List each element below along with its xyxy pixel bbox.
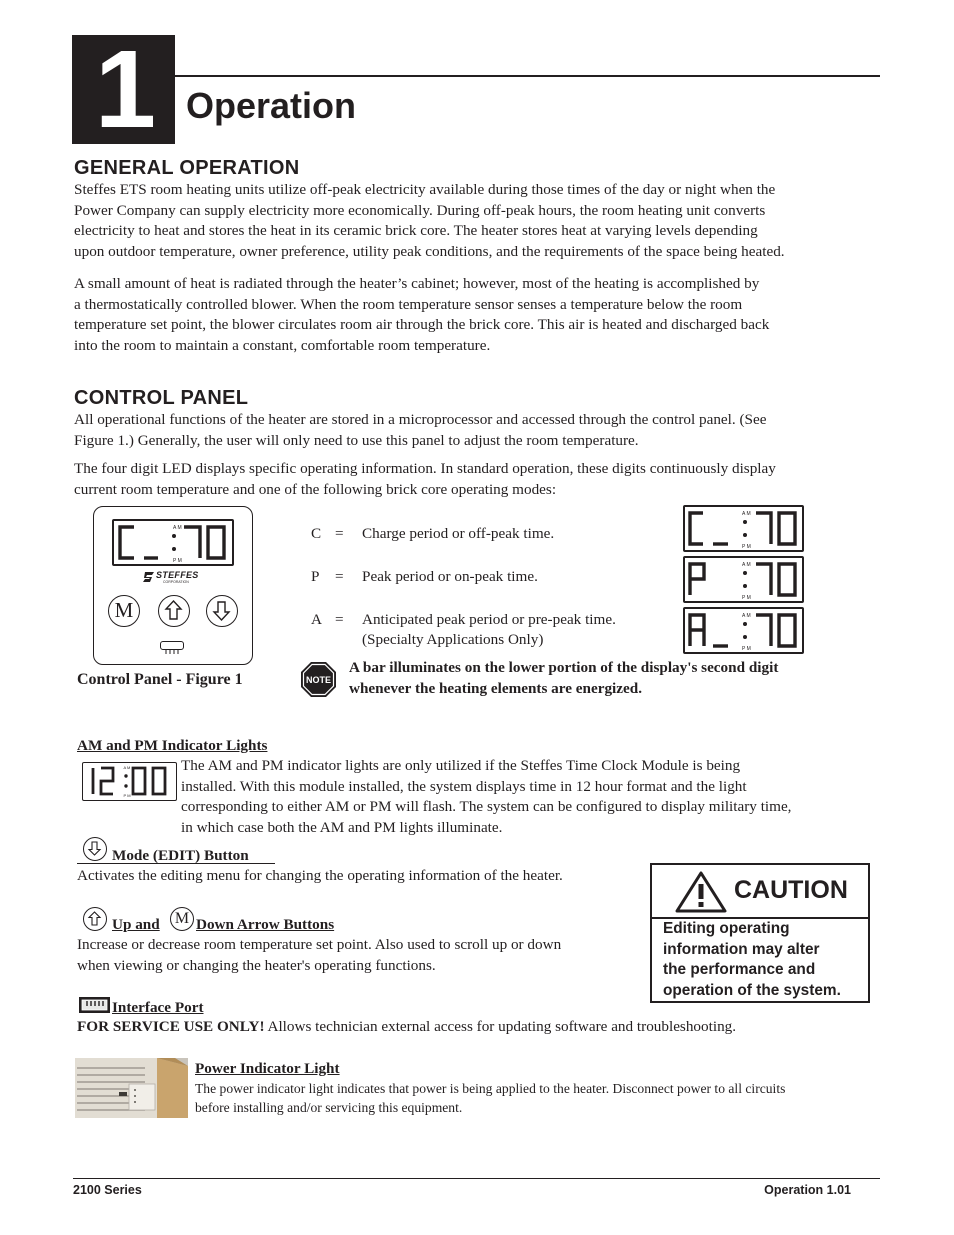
control-panel-figure <box>93 506 253 665</box>
mode-code: A <box>311 611 322 628</box>
footer-rule <box>73 1178 880 1179</box>
mode-eq: = <box>335 611 344 628</box>
text-line: Editing operating <box>663 920 790 937</box>
am-pm-heading: AM and PM Indicator Lights <box>77 737 268 754</box>
text-line: All operational functions of the heater are stored in a microprocessor and accessed through the control panel. (See <box>74 411 767 428</box>
am-label: A M <box>742 613 751 619</box>
text-line: The four digit LED displays specific operating information. In standard operation, these digits continuously display <box>74 460 776 477</box>
steffes-logo-mark-icon <box>143 571 155 583</box>
led-digits-peak <box>685 558 802 601</box>
m-icon-label: M <box>174 910 190 927</box>
mode-desc-2: (Specialty Applications Only) <box>362 631 544 648</box>
down-arrow-icon <box>84 838 105 859</box>
clock-led-display <box>82 762 177 801</box>
text-line: Figure 1.) Generally, the user will only need to use this panel to adjust the room temperature. <box>74 431 639 449</box>
text-line: Steffes ETS room heating units utilize off-peak electricity available during those times of the day or night when the <box>74 181 776 198</box>
footer-page: Operation 1.01 <box>764 1183 851 1197</box>
am-label: A M <box>742 511 751 517</box>
up-arrow-icon <box>84 908 105 929</box>
steffes-logo <box>143 570 213 584</box>
down-arrow-heading: Down Arrow Buttons <box>196 916 335 933</box>
panel-led-display <box>112 519 234 566</box>
text-line: a thermostatically controlled blower. When the room temperature sensor senses a temperature below the room <box>74 295 743 313</box>
text-line: electricity to heat and stores the heat in its ceramic brick core. The heater stores heat at varying levels depending <box>74 222 758 240</box>
text-line: before installing and/or servicing this equipment. <box>195 1100 463 1115</box>
text-line: upon outdoor temperature, owner preference, utility peak conditions, and the requirements of the space being heated. <box>74 242 785 260</box>
panel-up-button[interactable] <box>158 595 190 627</box>
mode-desc: Peak period or on-peak time. <box>362 568 538 585</box>
text-line: A bar illuminates on the lower portion of the display's second digit <box>349 659 779 676</box>
text-line: Power Company can supply electricity more economically. During off-peak hours, the room heating unit converts <box>74 201 766 219</box>
general-operation-heading: GENERAL OPERATION <box>74 157 300 179</box>
panel-led-digits <box>114 521 232 564</box>
led-display-charge <box>683 505 804 552</box>
clock-led-digits <box>83 763 175 799</box>
text-line: information may alter <box>663 940 820 958</box>
text-line: Increase or decrease room temperature set point. Also used to scroll up or down <box>77 936 562 953</box>
mode-button-heading: Mode (EDIT) Button <box>112 847 249 864</box>
am-pm-text <box>181 756 891 838</box>
mode-eq: = <box>335 568 344 585</box>
caution-header <box>652 865 868 919</box>
control-panel-paragraph-1 <box>74 410 894 451</box>
text-line: operation of the system. <box>663 981 841 999</box>
text-line: A small amount of heat is radiated through the heater’s cabinet; however, most of the heating is accomplished by <box>74 275 760 292</box>
panel-pm-label: P M <box>173 558 182 564</box>
text-line: current room temperature and one of the following brick core operating modes: <box>74 480 557 498</box>
interface-port-description: Allows technician external access for updating software and troubleshooting. <box>264 1018 737 1035</box>
text-line: installed. With this module installed, the system displays time in 12 hour format and the light <box>181 777 747 795</box>
caution-text <box>663 919 863 1001</box>
title-rule <box>175 75 880 77</box>
text-line: the performance and <box>663 961 816 978</box>
power-light-text <box>195 1079 895 1117</box>
note-text <box>349 658 889 699</box>
m-button-icon <box>170 907 194 931</box>
text-line: The power indicator light indicates that power is being applied to the heater. Disconnect power to all circuits <box>195 1081 786 1096</box>
mode-code: C <box>311 525 322 542</box>
note-badge-text: NOTE <box>305 675 332 685</box>
down-arrow-button-icon <box>83 837 107 861</box>
caution-box <box>650 863 870 1003</box>
interface-port-text <box>77 1017 897 1038</box>
text-line: into the room to maintain a constant, comfortable room temperature. <box>74 336 491 354</box>
up-arrow-icon <box>159 596 188 625</box>
caution-label: CAUTION <box>734 876 848 904</box>
brand-name: STEFFES <box>156 570 199 580</box>
general-operation-paragraph-2 <box>74 274 894 356</box>
led-display-anticipated <box>683 607 804 654</box>
footer-series: 2100 Series <box>73 1183 142 1197</box>
text-line: in which case both the AM and PM lights illuminate. <box>181 818 503 836</box>
mode-desc: Anticipated peak period or pre-peak time. <box>362 611 616 628</box>
general-operation-paragraph-1 <box>74 180 894 262</box>
power-light-heading: Power Indicator Light <box>195 1060 340 1077</box>
led-digits-anticipated <box>685 609 802 652</box>
interface-port-heading: Interface Port <box>112 999 204 1016</box>
mode-eq: = <box>335 525 344 542</box>
text-line: whenever the heating elements are energized. <box>349 679 642 697</box>
control-panel-heading: CONTROL PANEL <box>74 387 249 409</box>
mode-code: P <box>311 568 320 585</box>
heater-photo <box>75 1058 188 1118</box>
warning-triangle-icon <box>674 870 728 914</box>
text-line: The AM and PM indicator lights are only utilized if the Steffes Time Clock Module is being <box>181 757 741 774</box>
led-display-peak <box>683 556 804 603</box>
text-line: temperature set point, the blower circulates room air through the brick core. This air is heated and discharged back <box>74 316 770 334</box>
control-panel-paragraph-2 <box>74 459 894 500</box>
arrow-buttons-text <box>77 935 647 976</box>
mode-button-text: Activates the editing menu for changing the operating information of the heater. <box>77 867 563 884</box>
am-label: A M <box>742 562 751 568</box>
up-arrow-button-icon <box>83 907 107 931</box>
clock-pm-label: P M <box>123 793 131 798</box>
chapter-number-box <box>72 28 175 151</box>
port-pins-icon <box>161 648 183 655</box>
chapter-number: 1 <box>94 28 153 151</box>
text-line: corresponding to either AM or PM will flash. The system can be configured to display military time, <box>181 798 792 816</box>
pm-label: P M <box>742 646 751 652</box>
mode-button-label: M <box>114 598 134 622</box>
pm-label: P M <box>742 595 751 601</box>
panel-mode-button[interactable] <box>108 595 140 627</box>
down-arrow-icon <box>207 596 236 625</box>
mode-desc: Charge period or off-peak time. <box>362 525 555 542</box>
panel-down-button[interactable] <box>206 595 238 627</box>
text-line: when viewing or changing the heater's operating functions. <box>77 956 436 974</box>
led-digits-charge <box>685 507 802 550</box>
clock-am-label: A M <box>123 765 131 770</box>
chapter-title: Operation <box>186 85 357 126</box>
service-only-text: FOR SERVICE USE ONLY! <box>77 1018 265 1035</box>
brand-sub: CORPORATION <box>163 580 189 584</box>
interface-port-icon <box>79 997 110 1013</box>
panel-am-label: A M <box>173 525 182 531</box>
panel-interface-port <box>160 641 184 650</box>
figure-caption: Control Panel - Figure 1 <box>77 671 243 688</box>
pm-label: P M <box>742 544 751 550</box>
up-and-heading: Up and <box>112 916 160 933</box>
note-stop-icon <box>300 661 337 698</box>
